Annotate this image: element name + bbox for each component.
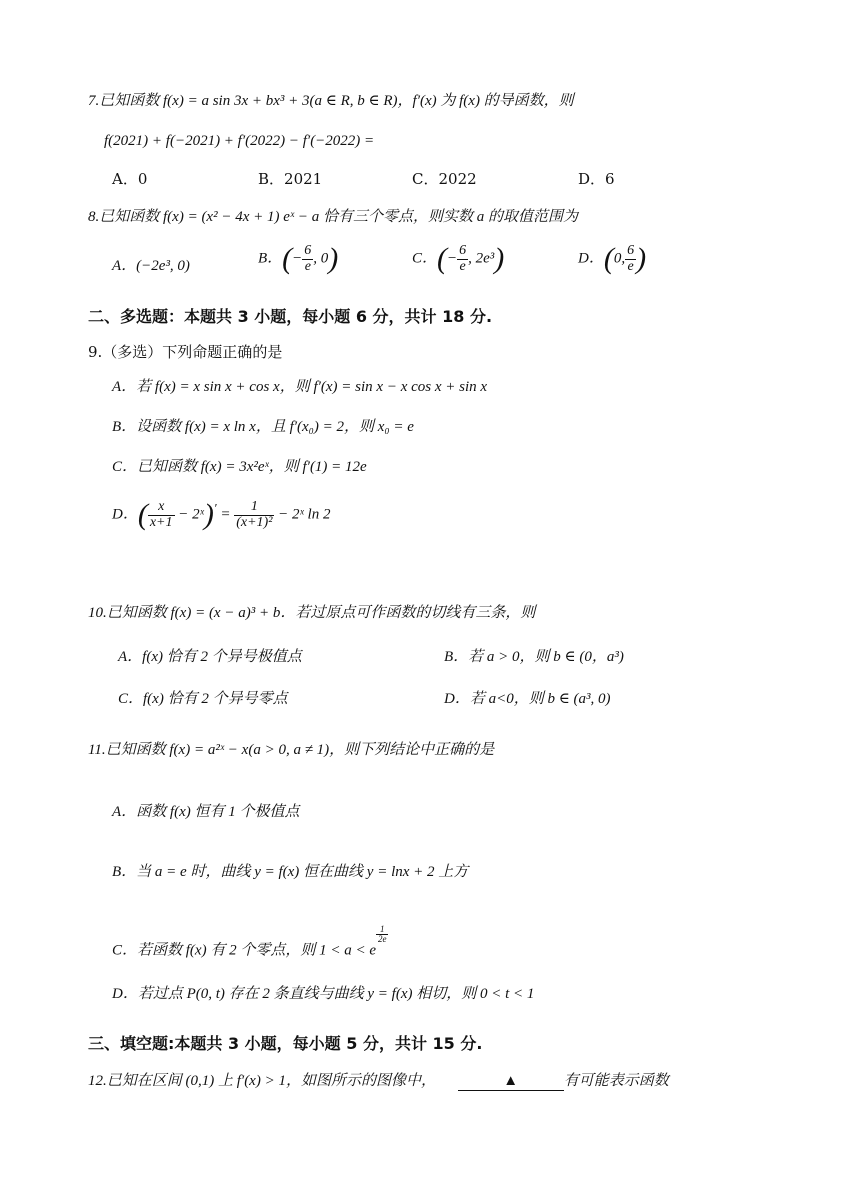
- section-2-heading: 二、多选题：本题共 3 小题，每小题 6 分，共计 18 分.: [88, 307, 493, 326]
- q9-option-c: C．已知函数 f(x) = 3x²eˣ，则 f′(1) = 12e: [112, 459, 367, 475]
- q8-option-c: C．(− $\frac{6}{e}$ , 2e³): [412, 242, 505, 276]
- q9-option-d-denominator-2: (x+1)²: [236, 514, 273, 530]
- q8-option-b-numerator: 6: [304, 243, 312, 258]
- q12-stem-tail: 有可能表示函数: [563, 1073, 669, 1089]
- q12-stem-line: [88, 1072, 669, 1091]
- q8-option-b-right: , 0: [313, 250, 329, 267]
- q9-option-d-numerator-1: x: [148, 500, 175, 516]
- q8-option-d-numerator: 6: [627, 243, 635, 258]
- q9-option-d-fraction-1: [148, 500, 175, 530]
- q9-option-d-label: D．: [112, 506, 138, 523]
- q12-stem: 12.已知在区间 (0,1) 上 f′(x) > 1，如图所示的图像中，: [88, 1073, 436, 1089]
- q8-option-d-left: 0,: [613, 250, 626, 267]
- q10-option-d: D．若 a<0，则 b ∈ (a³, 0): [444, 691, 611, 707]
- q8-option-b-fraction: [302, 244, 313, 274]
- q9-option-d-fraction-2: [234, 500, 274, 530]
- q9-option-a: A．若 f(x) = x sin x + cos x，则 f′(x) = sin x − x cos x + sin x: [112, 379, 488, 395]
- q8-option-b-denominator: e: [304, 258, 311, 274]
- q7-expression: f(2021) + f(−2021) + f′(2022) − f′(−2022) =: [104, 133, 375, 149]
- q11-option-c-exponent: [376, 925, 389, 945]
- q12-answer-blank[interactable]: [458, 1073, 564, 1091]
- q9-option-d-tail: − 2ˣ ln 2: [278, 506, 331, 523]
- q11-option-c-text: C．若函数 f(x) 有 2 个零点，则 1 < a < e: [112, 942, 376, 959]
- q8-option-b-label: B．: [258, 250, 283, 267]
- q10-option-a: A．f(x) 恰有 2 个异号极值点: [118, 649, 302, 665]
- q8-option-b: B．(− $\frac{6}{e}$ , 0): [258, 242, 339, 276]
- q9-option-d-prime: ′: [213, 501, 217, 516]
- q7-option-b: B．2021: [258, 170, 323, 188]
- q11-option-c-exponent-numerator: 1: [376, 925, 389, 935]
- q9-option-d-numerator-2: 1: [234, 500, 274, 516]
- q8-option-d-label: D．: [578, 250, 604, 267]
- q7-option-d: D．6: [578, 170, 615, 188]
- q11-option-d: D．若过点 P(0, t) 存在 2 条直线与曲线 y = f(x) 相切，则 0 < t < 1: [112, 986, 535, 1002]
- q9-stem: 9.（多选）下列命题正确的是: [88, 343, 283, 361]
- q8-stem: 8.已知函数 f(x) = (x² − 4x + 1) eˣ − a 恰有三个零点，则实数 a 的取值范围为: [88, 209, 578, 225]
- q8-option-c-fraction: [457, 244, 468, 274]
- q11-stem: 11.已知函数 f(x) = a²ˣ − x(a > 0, a ≠ 1)，则下列结论中正确的是: [88, 742, 495, 758]
- q7-stem: 7.已知函数 f(x) = a sin 3x + bx³ + 3(a ∈ R, b ∈ R)，f′(x) 为 f(x) 的导函数，则: [88, 93, 574, 109]
- q8-option-b-sign: −: [292, 250, 303, 267]
- section-3-heading: 三、填空题:本题共 3 小题，每小题 5 分，共计 15 分.: [88, 1034, 483, 1053]
- q9-option-d-denominator-1: x+1: [149, 514, 173, 530]
- q8-option-c-sign: −: [447, 250, 458, 267]
- q9-option-b: B．设函数 f(x) = x ln x，且 f′(x₀) = 2，则 x₀ = e: [112, 419, 414, 435]
- q9-option-d-equals: =: [220, 506, 231, 523]
- q11-option-c-exponent-denominator: 2e: [377, 934, 387, 945]
- q10-option-b: B．若 a > 0，则 b ∈ (0，a³): [444, 649, 624, 665]
- q10-stem: 10.已知函数 f(x) = (x − a)³ + b．若过原点可作函数的切线有三条，则: [88, 605, 536, 621]
- q9-option-d: D．( $\frac{x}{x+1}$ − 2ˣ)′ = $\frac{1}{\text{(x+1)²}}$ − 2ˣ ln 2: [112, 498, 331, 532]
- q8-option-c-denominator: e: [459, 258, 466, 274]
- q11-option-c: [112, 925, 388, 959]
- q8-option-c-right: , 2e³: [468, 250, 495, 267]
- q8-option-d-denominator: e: [627, 258, 634, 274]
- q9-option-d-middle: − 2ˣ: [178, 506, 204, 523]
- q8-option-c-label: C．: [412, 250, 438, 267]
- q10-option-c: C．f(x) 恰有 2 个异号零点: [118, 691, 288, 707]
- q8-option-c-numerator: 6: [459, 243, 467, 258]
- q8-option-a: A．(−2e³, 0): [112, 258, 190, 274]
- q11-option-a: A．函数 f(x) 恒有 1 个极值点: [112, 804, 300, 820]
- q8-option-d-fraction: [625, 244, 636, 274]
- q8-option-d: D．(0, $\frac{6}{e}$ ): [578, 242, 647, 276]
- q12-blank-triangle-mark: ▲: [503, 1073, 519, 1089]
- q7-option-a: A．0: [112, 170, 148, 188]
- q7-option-c: C．2022: [412, 170, 477, 188]
- q11-option-b: B．当 a = e 时，曲线 y = f(x) 恒在曲线 y = lnx + 2 上方: [112, 864, 469, 880]
